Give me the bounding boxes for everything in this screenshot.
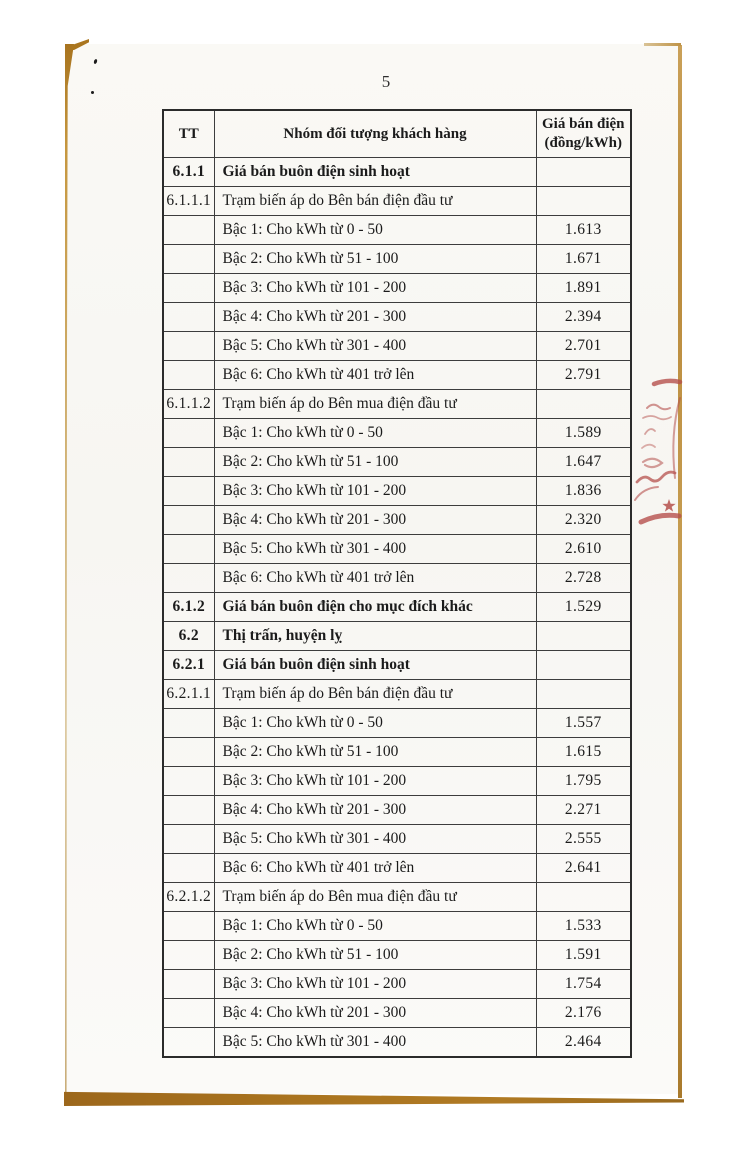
row-label-cell: Bậc 4: Cho kWh từ 201 - 300	[214, 999, 536, 1028]
row-tt-cell	[163, 332, 214, 361]
row-label-cell: Bậc 6: Cho kWh từ 401 trở lên	[214, 854, 536, 883]
row-label-cell: Bậc 3: Cho kWh từ 101 - 200	[214, 274, 536, 303]
row-label-cell: Bậc 2: Cho kWh từ 51 - 100	[214, 941, 536, 970]
row-tt-cell	[163, 999, 214, 1028]
row-label-cell: Bậc 5: Cho kWh từ 301 - 400	[214, 332, 536, 361]
row-tt-cell: 6.1.1.2	[163, 390, 214, 419]
row-tt-cell	[163, 564, 214, 593]
row-value-cell: 2.641	[536, 854, 631, 883]
table-row	[163, 535, 631, 564]
row-value-cell: 1.647	[536, 448, 631, 477]
row-label-cell: Bậc 6: Cho kWh từ 401 trở lên	[214, 564, 536, 593]
row-value-cell: 1.589	[536, 419, 631, 448]
table-row	[163, 796, 631, 825]
row-value-cell: 1.671	[536, 245, 631, 274]
row-label-cell: Thị trấn, huyện lỵ	[214, 622, 536, 651]
row-value-cell: 1.613	[536, 216, 631, 245]
table-row	[163, 941, 631, 970]
table-row	[163, 912, 631, 941]
table-row	[163, 390, 631, 419]
table-row	[163, 564, 631, 593]
row-value-cell: 1.891	[536, 274, 631, 303]
row-tt-cell	[163, 854, 214, 883]
table-row	[163, 506, 631, 535]
row-label-cell: Bậc 2: Cho kWh từ 51 - 100	[214, 448, 536, 477]
row-tt-cell	[163, 274, 214, 303]
table-row	[163, 680, 631, 709]
row-value-cell: 2.701	[536, 332, 631, 361]
row-label-cell: Giá bán buôn điện sinh hoạt	[214, 158, 536, 187]
ink-dot	[91, 91, 94, 94]
table-row	[163, 825, 631, 854]
row-value-cell: 2.791	[536, 361, 631, 390]
row-tt-cell	[163, 738, 214, 767]
table-row	[163, 709, 631, 738]
row-value-cell: 2.320	[536, 506, 631, 535]
row-value-cell	[536, 390, 631, 419]
red-stamp-fragment	[633, 376, 685, 528]
row-value-cell: 1.533	[536, 912, 631, 941]
row-label-cell: Giá bán buôn điện sinh hoạt	[214, 651, 536, 680]
row-tt-cell	[163, 477, 214, 506]
row-value-cell: 1.836	[536, 477, 631, 506]
table-row	[163, 158, 631, 187]
row-label-cell: Bậc 1: Cho kWh từ 0 - 50	[214, 216, 536, 245]
table-row	[163, 970, 631, 999]
row-tt-cell	[163, 970, 214, 999]
header-price-line1: Giá bán điện	[541, 116, 625, 133]
row-tt-cell	[163, 419, 214, 448]
table-row	[163, 767, 631, 796]
row-label-cell: Bậc 4: Cho kWh từ 201 - 300	[214, 796, 536, 825]
table-row	[163, 854, 631, 883]
row-tt-cell: 6.2.1	[163, 651, 214, 680]
table-row	[163, 593, 631, 622]
row-label-cell: Trạm biến áp do Bên mua điện đầu tư	[214, 390, 536, 419]
row-value-cell: 1.754	[536, 970, 631, 999]
row-label-cell: Bậc 1: Cho kWh từ 0 - 50	[214, 912, 536, 941]
price-table	[162, 109, 632, 1058]
row-value-cell: 2.271	[536, 796, 631, 825]
row-label-cell: Bậc 3: Cho kWh từ 101 - 200	[214, 477, 536, 506]
row-tt-cell: 6.1.1	[163, 158, 214, 187]
header-tt-cell: TT	[163, 110, 214, 158]
row-tt-cell	[163, 535, 214, 564]
page-edge-top	[644, 43, 681, 46]
header-price-cell	[536, 110, 631, 158]
row-value-cell: 2.610	[536, 535, 631, 564]
table-row	[163, 622, 631, 651]
row-value-cell: 2.555	[536, 825, 631, 854]
header-group-cell: Nhóm đối tượng khách hàng	[214, 110, 536, 158]
table-row	[163, 738, 631, 767]
row-value-cell: 2.394	[536, 303, 631, 332]
row-value-cell	[536, 680, 631, 709]
row-value-cell	[536, 158, 631, 187]
table-row	[163, 245, 631, 274]
row-tt-cell	[163, 245, 214, 274]
table-row	[163, 419, 631, 448]
row-value-cell: 2.464	[536, 1028, 631, 1058]
row-tt-cell	[163, 361, 214, 390]
row-tt-cell: 6.2.1.1	[163, 680, 214, 709]
table-row	[163, 274, 631, 303]
row-value-cell: 1.615	[536, 738, 631, 767]
table-row	[163, 651, 631, 680]
row-tt-cell: 6.1.1.1	[163, 187, 214, 216]
table-row	[163, 187, 631, 216]
row-tt-cell	[163, 767, 214, 796]
row-tt-cell	[163, 796, 214, 825]
row-tt-cell: 6.2.1.2	[163, 883, 214, 912]
row-label-cell: Bậc 3: Cho kWh từ 101 - 200	[214, 970, 536, 999]
row-tt-cell	[163, 303, 214, 332]
table-row	[163, 883, 631, 912]
page-edge-right	[678, 45, 682, 1098]
row-value-cell	[536, 622, 631, 651]
row-value-cell	[536, 883, 631, 912]
row-value-cell: 1.529	[536, 593, 631, 622]
row-value-cell: 1.591	[536, 941, 631, 970]
row-tt-cell	[163, 825, 214, 854]
row-label-cell: Bậc 3: Cho kWh từ 101 - 200	[214, 767, 536, 796]
row-tt-cell	[163, 912, 214, 941]
row-label-cell: Bậc 5: Cho kWh từ 301 - 400	[214, 535, 536, 564]
table-row	[163, 448, 631, 477]
table-row	[163, 303, 631, 332]
row-value-cell: 2.176	[536, 999, 631, 1028]
row-label-cell: Giá bán buôn điện cho mục đích khác	[214, 593, 536, 622]
row-label-cell: Bậc 5: Cho kWh từ 301 - 400	[214, 825, 536, 854]
table-row	[163, 999, 631, 1028]
row-tt-cell: 6.1.2	[163, 593, 214, 622]
table-body	[163, 158, 631, 1058]
table-row	[163, 332, 631, 361]
row-tt-cell	[163, 1028, 214, 1058]
row-label-cell: Bậc 6: Cho kWh từ 401 trở lên	[214, 361, 536, 390]
row-label-cell: Bậc 4: Cho kWh từ 201 - 300	[214, 506, 536, 535]
row-label-cell: Trạm biến áp do Bên bán điện đầu tư	[214, 680, 536, 709]
row-label-cell: Bậc 4: Cho kWh từ 201 - 300	[214, 303, 536, 332]
header-price-line2: (đồng/kWh)	[544, 135, 623, 151]
row-tt-cell	[163, 506, 214, 535]
row-label-cell: Bậc 5: Cho kWh từ 301 - 400	[214, 1028, 536, 1058]
table-row	[163, 216, 631, 245]
row-label-cell: Trạm biến áp do Bên mua điện đầu tư	[214, 883, 536, 912]
row-label-cell: Bậc 2: Cho kWh từ 51 - 100	[214, 738, 536, 767]
row-value-cell	[536, 651, 631, 680]
row-label-cell: Bậc 2: Cho kWh từ 51 - 100	[214, 245, 536, 274]
table-row	[163, 477, 631, 506]
row-label-cell: Trạm biến áp do Bên bán điện đầu tư	[214, 187, 536, 216]
row-label-cell: Bậc 1: Cho kWh từ 0 - 50	[214, 709, 536, 738]
row-tt-cell: 6.2	[163, 622, 214, 651]
table-row	[163, 1028, 631, 1058]
row-value-cell: 1.795	[536, 767, 631, 796]
row-tt-cell	[163, 709, 214, 738]
row-tt-cell	[163, 216, 214, 245]
row-value-cell: 2.728	[536, 564, 631, 593]
table-row	[163, 361, 631, 390]
page-number: 5	[381, 72, 391, 91]
row-tt-cell	[163, 941, 214, 970]
row-label-cell: Bậc 1: Cho kWh từ 0 - 50	[214, 419, 536, 448]
row-value-cell: 1.557	[536, 709, 631, 738]
row-value-cell	[536, 187, 631, 216]
table-header-row	[163, 110, 631, 158]
row-tt-cell	[163, 448, 214, 477]
